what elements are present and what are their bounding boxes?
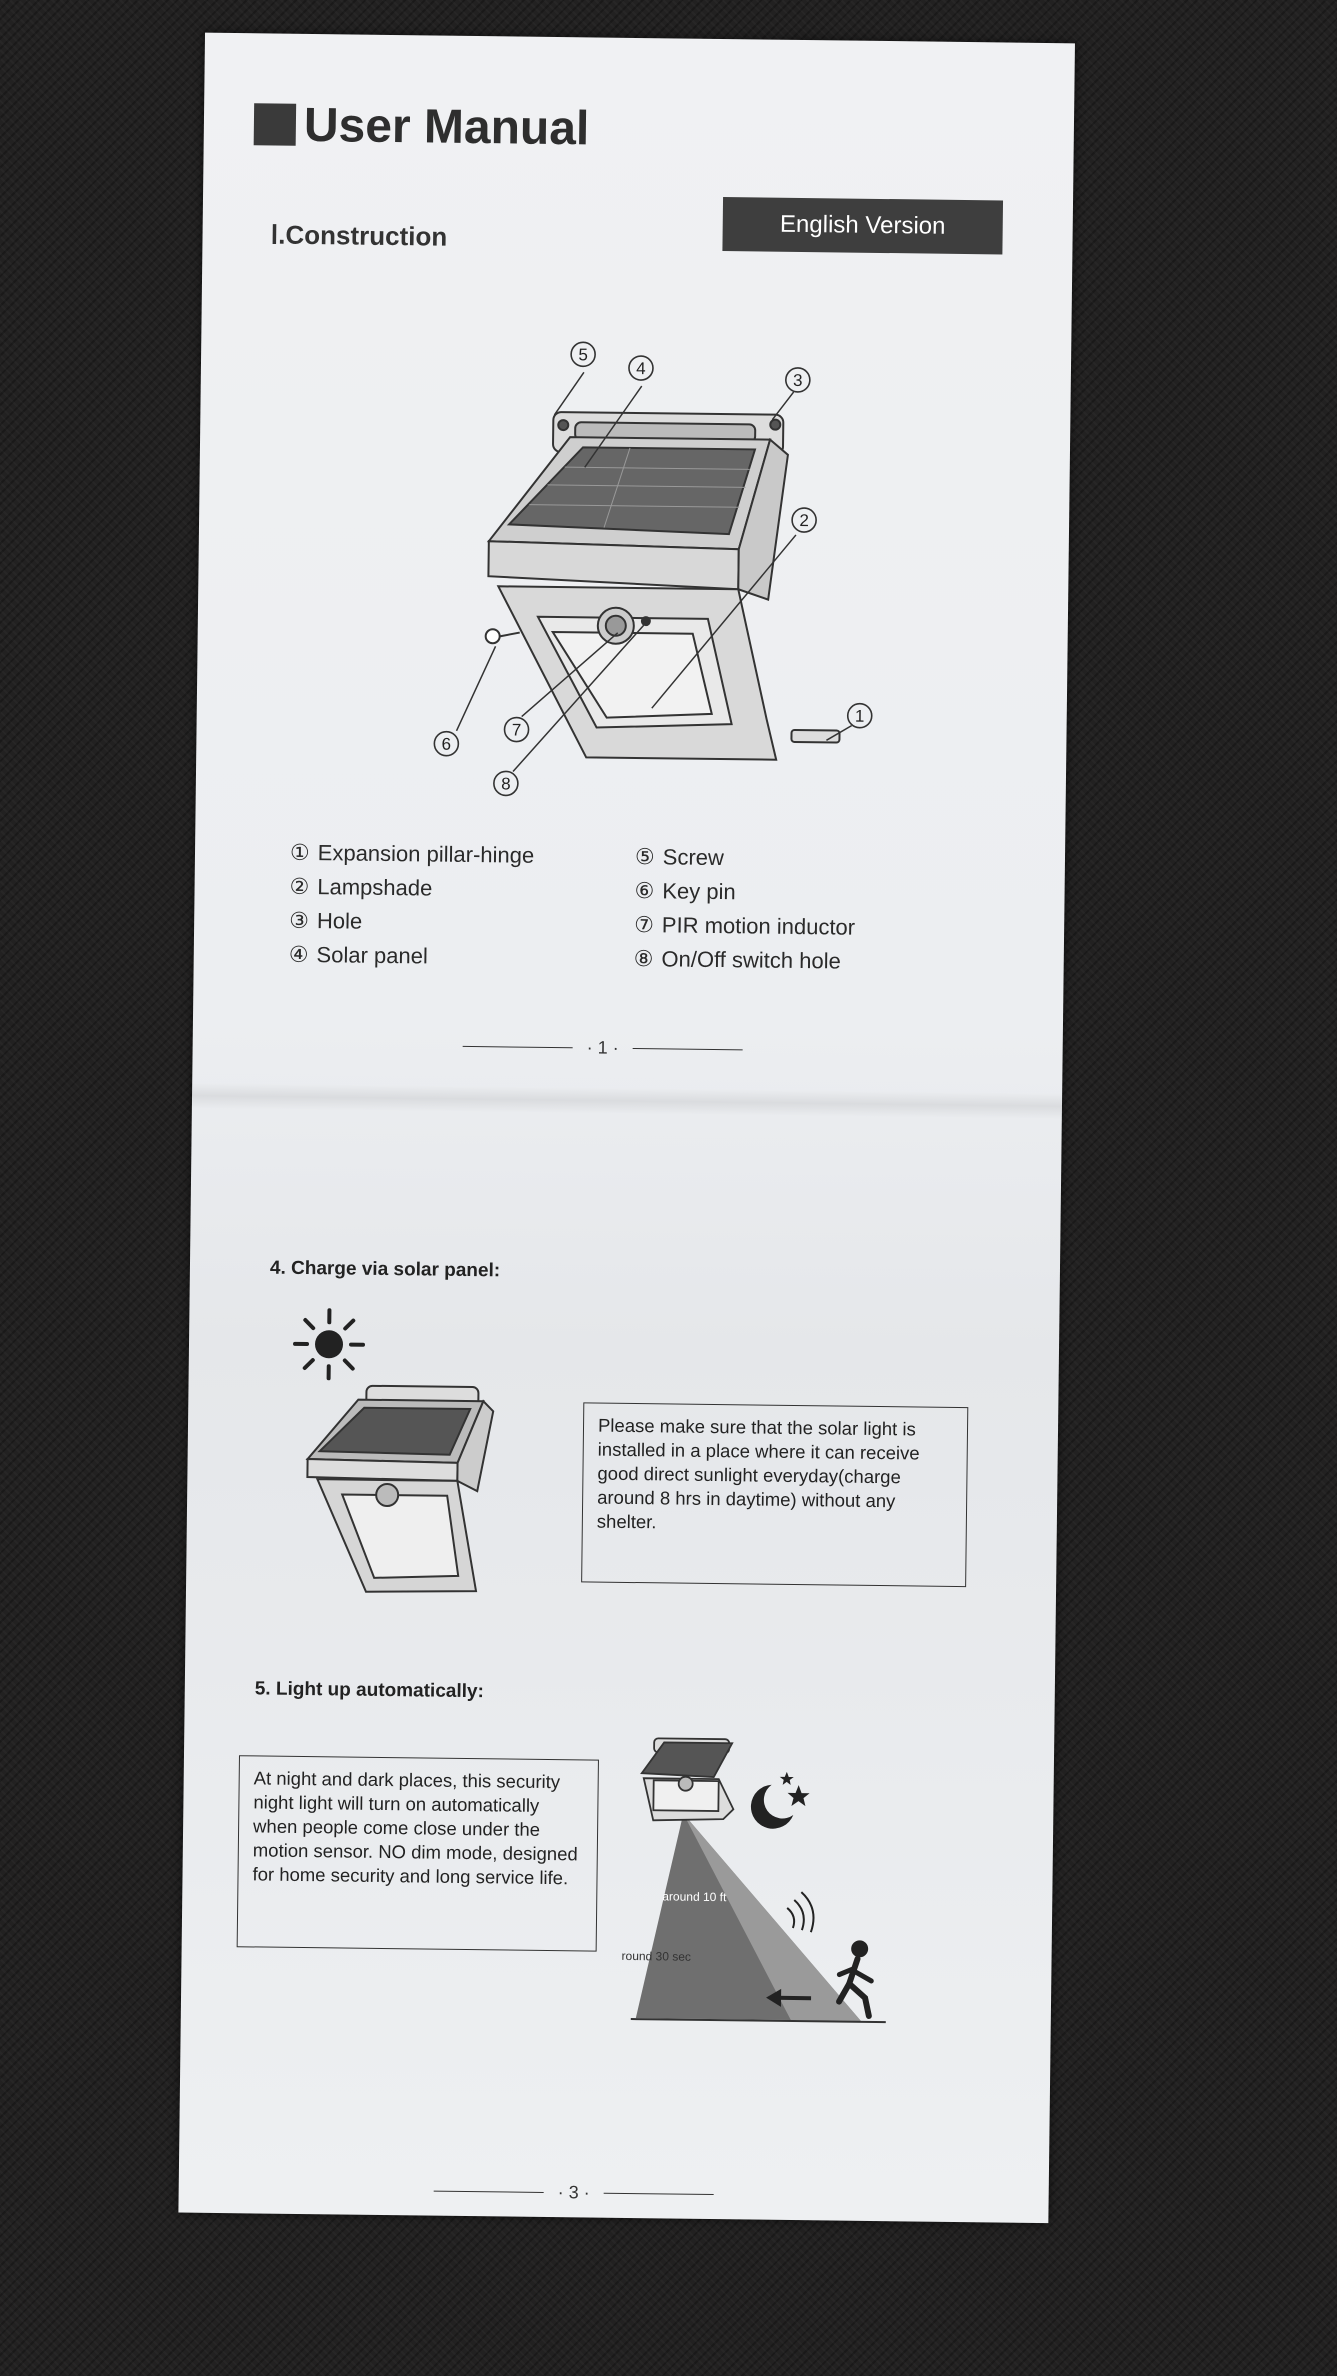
- manual-title: User Manual: [303, 98, 590, 156]
- divider: [633, 1048, 743, 1051]
- svg-text:1: 1: [854, 706, 865, 726]
- divider: [604, 2192, 714, 2195]
- page-number-text: · 1 ·: [586, 1037, 619, 1058]
- legend-label: Solar panel: [316, 942, 428, 969]
- svg-text:7: 7: [511, 720, 522, 740]
- svg-text:4: 4: [636, 358, 646, 379]
- motion-sensor-illustration: [621, 1728, 925, 2032]
- legend-label: On/Off switch hole: [661, 946, 841, 974]
- callout-number: ②: [289, 873, 310, 900]
- sun-icon: [289, 1304, 370, 1385]
- section-construction-heading: Ⅰ.Construction: [270, 219, 448, 252]
- range-label: around 10 ft: [662, 1889, 727, 1905]
- legend-item: [634, 874, 855, 911]
- legend-right: [634, 840, 857, 979]
- divider: [463, 1046, 573, 1049]
- svg-text:8: 8: [501, 774, 511, 794]
- legend-label: Expansion pillar-hinge: [317, 840, 535, 868]
- solar-light-illustration: [286, 1379, 509, 1612]
- charge-heading: 4. Charge via solar panel:: [269, 1257, 501, 1282]
- legend-label: Lampshade: [317, 874, 433, 901]
- light-info-box: At night and dark places, this security night light will turn on automatically when people come close under the motion sensor. NO dim mode, designed for home security and long service life.: [237, 1755, 599, 1951]
- legend-label: PIR motion inductor: [661, 912, 856, 940]
- legend-item: [289, 904, 534, 941]
- construction-diagram: [296, 284, 962, 812]
- page-number-text: · 3 ·: [557, 2182, 590, 2203]
- page-number-1: [463, 1036, 743, 1060]
- version-badge: English Version: [722, 197, 1003, 254]
- callout-number: ⑤: [634, 844, 655, 870]
- legend-item: [290, 836, 535, 873]
- legend-item: [634, 908, 855, 945]
- page-number-3: [434, 2181, 714, 2205]
- callout-number: ③: [289, 907, 310, 934]
- callout-number: ①: [289, 839, 310, 866]
- divider: [434, 2190, 544, 2193]
- callout-number: ⑥: [634, 877, 655, 904]
- legend-left: [289, 836, 535, 975]
- legend-item: [634, 942, 855, 979]
- moon-stars-icon: [751, 1771, 810, 1829]
- light-heading: 5. Light up automatically:: [254, 1678, 484, 1703]
- svg-text:2: 2: [799, 510, 809, 531]
- svg-text:3: 3: [792, 370, 803, 391]
- legend-item: [289, 938, 534, 975]
- callout-number: ⑦: [634, 911, 655, 938]
- callout-number: ④: [288, 941, 309, 968]
- motion-wave-icon: [787, 1892, 814, 1932]
- legend-label: Hole: [316, 908, 363, 934]
- paper-fold: [192, 1083, 1062, 1120]
- callout-number: ⑧: [633, 945, 654, 972]
- svg-text:5: 5: [578, 345, 588, 365]
- legend-item: [635, 840, 856, 877]
- legend-item: [289, 870, 534, 907]
- charge-info-box: Please make sure that the solar light is installed in a place where it can receive good direct sunlight everyday(charge around 8 hrs in daytime) without any shelter.: [581, 1402, 968, 1587]
- title-accent-bar: [254, 103, 297, 146]
- legend-label: Key pin: [662, 878, 736, 905]
- manual-page: [178, 33, 1075, 2223]
- svg-text:6: 6: [441, 734, 452, 754]
- legend-label: Screw: [662, 844, 725, 871]
- time-label: round 30 sec: [621, 1948, 692, 1964]
